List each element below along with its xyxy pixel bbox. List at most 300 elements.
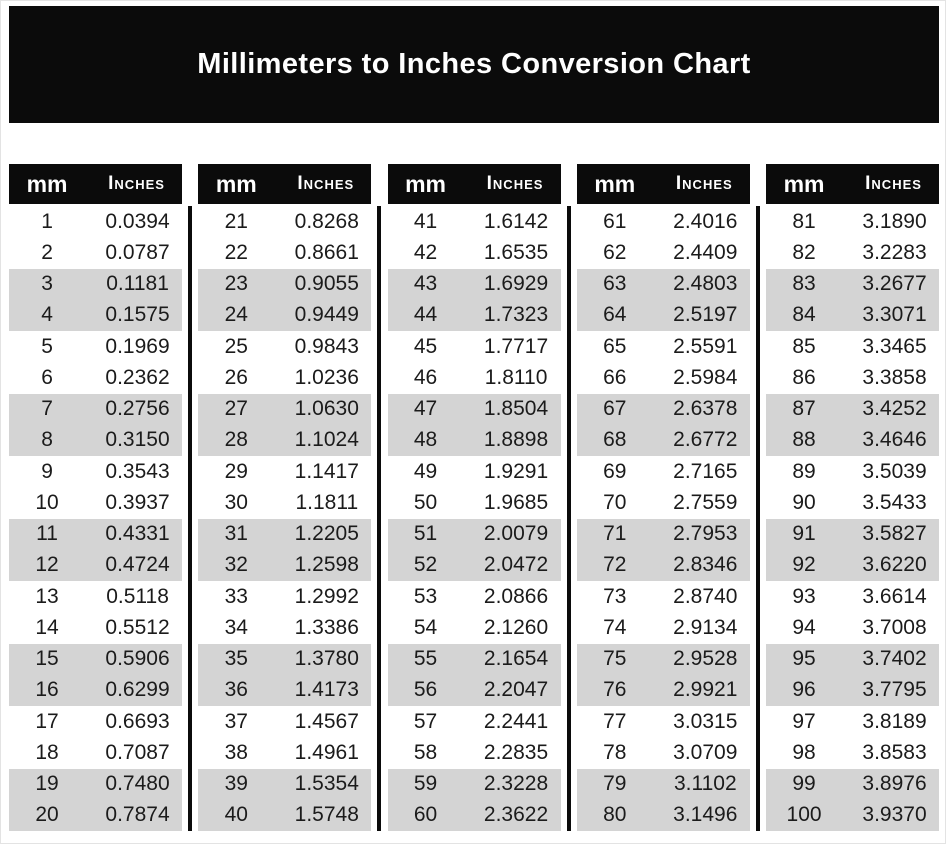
table-row bbox=[388, 550, 561, 581]
table-row bbox=[198, 581, 371, 612]
inches-value: 2.0866 bbox=[483, 584, 549, 608]
table-row bbox=[388, 737, 561, 768]
table-row bbox=[9, 519, 182, 550]
mm-value: 65 bbox=[603, 334, 627, 358]
mm-value: 8 bbox=[41, 428, 53, 452]
inches-value: 3.5433 bbox=[862, 490, 927, 514]
inches-value: 0.0394 bbox=[105, 209, 170, 233]
mm-value: 53 bbox=[413, 584, 438, 608]
inches-value: 3.4646 bbox=[862, 428, 927, 452]
mm-value: 47 bbox=[413, 397, 438, 421]
table-row bbox=[9, 394, 182, 425]
table-row bbox=[9, 737, 182, 768]
table-row bbox=[388, 769, 561, 800]
table-row bbox=[766, 269, 939, 300]
inches-value: 2.1654 bbox=[483, 647, 549, 671]
inches-value: 2.2441 bbox=[483, 709, 549, 733]
mm-value: 26 bbox=[224, 365, 248, 389]
mm-value: 41 bbox=[413, 209, 438, 233]
table-row bbox=[9, 362, 182, 393]
inches-value: 0.6299 bbox=[105, 678, 170, 702]
mm-value: 19 bbox=[35, 772, 59, 796]
table-row bbox=[766, 300, 939, 331]
inches-value: 2.1260 bbox=[483, 615, 549, 639]
mm-value: 30 bbox=[224, 490, 248, 514]
inches-value: 2.2835 bbox=[483, 740, 549, 764]
column-header-inches: Inches bbox=[486, 173, 544, 194]
inches-value: 0.1969 bbox=[105, 334, 170, 358]
inches-value: 2.7953 bbox=[673, 522, 738, 546]
inches-value: 2.5984 bbox=[673, 365, 738, 389]
mm-value: 33 bbox=[224, 584, 248, 608]
mm-value: 15 bbox=[35, 647, 59, 671]
mm-value: 4 bbox=[41, 303, 53, 327]
inches-value: 1.7717 bbox=[483, 334, 549, 358]
mm-value: 93 bbox=[792, 584, 816, 608]
table-row bbox=[577, 644, 750, 675]
mm-value: 6 bbox=[41, 365, 53, 389]
table-row bbox=[577, 800, 750, 831]
inches-value: 3.6614 bbox=[862, 584, 927, 608]
table-row bbox=[198, 456, 371, 487]
mm-value: 69 bbox=[603, 459, 627, 483]
inches-value: 0.3150 bbox=[105, 428, 170, 452]
mm-value: 73 bbox=[603, 584, 627, 608]
mm-value: 35 bbox=[224, 647, 248, 671]
inches-value: 3.0709 bbox=[673, 740, 738, 764]
table-row bbox=[766, 487, 939, 518]
table-header bbox=[388, 164, 561, 204]
mm-value: 82 bbox=[792, 240, 816, 264]
mm-value: 51 bbox=[413, 522, 438, 546]
table-row bbox=[198, 706, 371, 737]
table-row bbox=[198, 519, 371, 550]
inches-value: 2.5591 bbox=[673, 334, 738, 358]
table-row bbox=[766, 675, 939, 706]
inches-value: 3.7008 bbox=[862, 615, 927, 639]
mm-value: 2 bbox=[41, 240, 53, 264]
inches-value: 2.4409 bbox=[673, 240, 738, 264]
mm-value: 29 bbox=[224, 459, 248, 483]
table-row bbox=[198, 237, 371, 268]
mm-value: 84 bbox=[792, 303, 816, 327]
inches-value: 3.1496 bbox=[673, 803, 738, 827]
table-row bbox=[388, 581, 561, 612]
table-row bbox=[766, 612, 939, 643]
table-row bbox=[766, 550, 939, 581]
mm-value: 45 bbox=[413, 334, 438, 358]
table-row bbox=[577, 581, 750, 612]
table-row bbox=[9, 487, 182, 518]
conversion-table bbox=[9, 164, 182, 831]
inches-value: 0.5906 bbox=[105, 647, 170, 671]
table-body bbox=[9, 206, 182, 831]
table-row bbox=[388, 644, 561, 675]
table-row bbox=[388, 612, 561, 643]
table-row bbox=[9, 675, 182, 706]
table-body bbox=[388, 206, 561, 831]
inches-value: 0.7087 bbox=[105, 740, 170, 764]
table-row bbox=[9, 331, 182, 362]
mm-value: 63 bbox=[603, 272, 627, 296]
table-divider-line bbox=[188, 206, 192, 831]
inches-value: 0.8661 bbox=[294, 240, 359, 264]
table-row bbox=[9, 581, 182, 612]
inches-value: 3.3858 bbox=[862, 365, 927, 389]
mm-value: 68 bbox=[603, 428, 627, 452]
mm-value: 60 bbox=[413, 803, 438, 827]
inches-value: 2.2047 bbox=[483, 678, 549, 702]
inches-value: 0.8268 bbox=[294, 209, 359, 233]
table-row bbox=[9, 206, 182, 237]
table-row bbox=[388, 237, 561, 268]
page-title: Millimeters to Inches Conversion Chart bbox=[197, 48, 751, 80]
mm-value: 66 bbox=[603, 365, 627, 389]
table-row bbox=[388, 206, 561, 237]
mm-value: 78 bbox=[603, 740, 627, 764]
mm-value: 9 bbox=[41, 459, 53, 483]
mm-value: 77 bbox=[603, 709, 627, 733]
mm-value: 56 bbox=[413, 678, 438, 702]
inches-value: 3.8189 bbox=[862, 709, 927, 733]
mm-value: 40 bbox=[224, 803, 248, 827]
mm-value: 37 bbox=[224, 709, 248, 733]
mm-value: 91 bbox=[792, 522, 816, 546]
mm-value: 1 bbox=[41, 209, 53, 233]
inches-value: 0.4724 bbox=[105, 553, 170, 577]
mm-value: 79 bbox=[603, 772, 627, 796]
inches-value: 3.9370 bbox=[862, 803, 927, 827]
inches-value: 3.3071 bbox=[862, 303, 927, 327]
mm-value: 62 bbox=[603, 240, 627, 264]
inches-value: 0.9449 bbox=[294, 303, 359, 327]
mm-value: 28 bbox=[224, 428, 248, 452]
table-row bbox=[577, 394, 750, 425]
table-row bbox=[198, 644, 371, 675]
table-row bbox=[198, 737, 371, 768]
table-row bbox=[766, 206, 939, 237]
mm-value: 7 bbox=[41, 397, 53, 421]
inches-value: 1.4567 bbox=[294, 709, 359, 733]
inches-value: 3.0315 bbox=[673, 709, 738, 733]
title-banner bbox=[9, 6, 939, 123]
inches-value: 2.4016 bbox=[673, 209, 738, 233]
table-row bbox=[766, 362, 939, 393]
table-row bbox=[388, 519, 561, 550]
inches-value: 1.0630 bbox=[294, 397, 359, 421]
inches-value: 2.9528 bbox=[673, 647, 738, 671]
mm-value: 57 bbox=[413, 709, 438, 733]
conversion-table bbox=[388, 164, 561, 831]
inches-value: 0.4331 bbox=[105, 522, 170, 546]
column-header-inches: Inches bbox=[865, 173, 922, 194]
inches-value: 3.3465 bbox=[862, 334, 927, 358]
table-row bbox=[388, 456, 561, 487]
table-row bbox=[388, 425, 561, 456]
inches-value: 1.4173 bbox=[294, 678, 359, 702]
table-row bbox=[577, 456, 750, 487]
table-row bbox=[577, 331, 750, 362]
mm-value: 48 bbox=[413, 428, 438, 452]
inches-value: 1.2992 bbox=[294, 584, 359, 608]
table-row bbox=[577, 425, 750, 456]
table-row bbox=[198, 769, 371, 800]
inches-value: 2.7165 bbox=[673, 459, 738, 483]
column-header-mm: mm bbox=[405, 170, 446, 197]
table-row bbox=[766, 769, 939, 800]
column-header-inches: Inches bbox=[297, 173, 355, 194]
table-row bbox=[198, 269, 371, 300]
mm-value: 86 bbox=[792, 365, 816, 389]
inches-value: 2.6378 bbox=[673, 397, 738, 421]
table-divider bbox=[750, 164, 766, 831]
inches-value: 0.7874 bbox=[105, 803, 170, 827]
inches-value: 0.2362 bbox=[105, 365, 170, 389]
inches-value: 3.2283 bbox=[862, 240, 927, 264]
mm-value: 10 bbox=[35, 490, 59, 514]
inches-value: 0.0787 bbox=[105, 240, 170, 264]
mm-value: 49 bbox=[413, 459, 438, 483]
mm-value: 24 bbox=[224, 303, 248, 327]
table-row bbox=[577, 612, 750, 643]
column-header-inches: Inches bbox=[108, 173, 165, 194]
table-row bbox=[9, 269, 182, 300]
table-row bbox=[577, 237, 750, 268]
table-divider-line bbox=[567, 206, 571, 831]
mm-value: 39 bbox=[224, 772, 248, 796]
inches-value: 1.9685 bbox=[483, 490, 549, 514]
table-row bbox=[198, 206, 371, 237]
mm-value: 59 bbox=[413, 772, 438, 796]
mm-value: 64 bbox=[603, 303, 627, 327]
inches-value: 2.6772 bbox=[673, 428, 738, 452]
inches-value: 2.7559 bbox=[673, 490, 738, 514]
mm-value: 50 bbox=[413, 490, 438, 514]
mm-value: 87 bbox=[792, 397, 816, 421]
inches-value: 1.8898 bbox=[483, 428, 549, 452]
table-row bbox=[9, 800, 182, 831]
inches-value: 1.1417 bbox=[294, 459, 359, 483]
mm-value: 76 bbox=[603, 678, 627, 702]
table-row bbox=[577, 300, 750, 331]
table-row bbox=[577, 675, 750, 706]
table-row bbox=[198, 331, 371, 362]
table-body bbox=[198, 206, 371, 831]
mm-value: 54 bbox=[413, 615, 438, 639]
table-row bbox=[577, 769, 750, 800]
inches-value: 3.8583 bbox=[862, 740, 927, 764]
mm-value: 34 bbox=[224, 615, 248, 639]
inches-value: 3.7795 bbox=[862, 678, 927, 702]
mm-value: 61 bbox=[603, 209, 627, 233]
table-row bbox=[766, 800, 939, 831]
inches-value: 1.2598 bbox=[294, 553, 359, 577]
inches-value: 1.3780 bbox=[294, 647, 359, 671]
mm-value: 13 bbox=[35, 584, 59, 608]
table-row bbox=[577, 269, 750, 300]
inches-value: 0.6693 bbox=[105, 709, 170, 733]
inches-value: 3.2677 bbox=[862, 272, 927, 296]
table-row bbox=[577, 206, 750, 237]
inches-value: 2.9921 bbox=[673, 678, 738, 702]
mm-value: 85 bbox=[792, 334, 816, 358]
table-body bbox=[577, 206, 750, 831]
mm-value: 58 bbox=[413, 740, 438, 764]
table-row bbox=[9, 769, 182, 800]
table-row bbox=[766, 737, 939, 768]
table-row bbox=[766, 331, 939, 362]
table-row bbox=[9, 550, 182, 581]
mm-value: 95 bbox=[792, 647, 816, 671]
column-header-mm: mm bbox=[594, 170, 636, 197]
table-row bbox=[766, 581, 939, 612]
inches-value: 0.3937 bbox=[105, 490, 170, 514]
mm-value: 18 bbox=[35, 740, 59, 764]
inches-value: 3.6220 bbox=[862, 553, 927, 577]
mm-value: 89 bbox=[792, 459, 816, 483]
inches-value: 1.3386 bbox=[294, 615, 359, 639]
inches-value: 1.5354 bbox=[294, 772, 359, 796]
mm-value: 16 bbox=[35, 678, 59, 702]
inches-value: 3.5827 bbox=[862, 522, 927, 546]
mm-value: 88 bbox=[792, 428, 816, 452]
conversion-table bbox=[766, 164, 939, 831]
table-row bbox=[198, 300, 371, 331]
inches-value: 2.8740 bbox=[673, 584, 738, 608]
table-row bbox=[388, 675, 561, 706]
table-row bbox=[198, 612, 371, 643]
table-header bbox=[198, 164, 371, 204]
table-row bbox=[198, 800, 371, 831]
table-divider bbox=[371, 164, 387, 831]
table-row bbox=[9, 706, 182, 737]
mm-value: 75 bbox=[603, 647, 627, 671]
inches-value: 1.4961 bbox=[294, 740, 359, 764]
inches-value: 3.5039 bbox=[862, 459, 927, 483]
table-row bbox=[766, 706, 939, 737]
table-row bbox=[766, 425, 939, 456]
inches-value: 1.5748 bbox=[294, 803, 359, 827]
table-row bbox=[577, 362, 750, 393]
mm-value: 90 bbox=[792, 490, 816, 514]
table-row bbox=[577, 737, 750, 768]
inches-value: 2.0079 bbox=[483, 522, 549, 546]
table-row bbox=[766, 237, 939, 268]
inches-value: 3.7402 bbox=[862, 647, 927, 671]
inches-value: 3.1890 bbox=[862, 209, 927, 233]
table-header bbox=[9, 164, 182, 204]
mm-value: 43 bbox=[413, 272, 438, 296]
table-row bbox=[198, 362, 371, 393]
mm-value: 25 bbox=[224, 334, 248, 358]
table-row bbox=[198, 394, 371, 425]
table-row bbox=[9, 425, 182, 456]
inches-value: 1.1811 bbox=[295, 490, 359, 514]
mm-value: 23 bbox=[224, 272, 248, 296]
inches-value: 3.1102 bbox=[673, 772, 737, 796]
table-row bbox=[388, 394, 561, 425]
mm-value: 36 bbox=[224, 678, 248, 702]
inches-value: 2.3228 bbox=[483, 772, 549, 796]
table-row bbox=[388, 487, 561, 518]
inches-value: 0.7480 bbox=[105, 772, 170, 796]
column-header-inches: Inches bbox=[675, 173, 733, 194]
inches-value: 1.1024 bbox=[294, 428, 359, 452]
inches-value: 1.8504 bbox=[483, 397, 549, 421]
mm-value: 20 bbox=[35, 803, 59, 827]
table-row bbox=[9, 237, 182, 268]
table-row bbox=[388, 706, 561, 737]
table-header bbox=[577, 164, 750, 204]
column-header-mm: mm bbox=[26, 170, 68, 197]
table-row bbox=[766, 394, 939, 425]
table-row bbox=[9, 456, 182, 487]
table-divider bbox=[561, 164, 577, 831]
inches-value: 0.3543 bbox=[105, 459, 170, 483]
tables-row bbox=[9, 164, 939, 831]
mm-value: 96 bbox=[792, 678, 816, 702]
table-row bbox=[577, 519, 750, 550]
table-row bbox=[766, 519, 939, 550]
inches-value: 0.1575 bbox=[105, 303, 170, 327]
table-row bbox=[198, 425, 371, 456]
table-row bbox=[577, 550, 750, 581]
mm-value: 17 bbox=[35, 709, 59, 733]
mm-value: 32 bbox=[224, 553, 248, 577]
mm-value: 55 bbox=[413, 647, 438, 671]
table-divider-line bbox=[756, 206, 760, 831]
inches-value: 1.6929 bbox=[483, 272, 549, 296]
table-row bbox=[198, 675, 371, 706]
mm-value: 72 bbox=[603, 553, 627, 577]
inches-value: 2.3622 bbox=[483, 803, 549, 827]
mm-value: 99 bbox=[792, 772, 816, 796]
mm-value: 11 bbox=[36, 522, 58, 546]
table-row bbox=[198, 487, 371, 518]
mm-value: 94 bbox=[792, 615, 816, 639]
mm-value: 46 bbox=[413, 365, 438, 389]
mm-value: 97 bbox=[792, 709, 816, 733]
mm-value: 3 bbox=[41, 272, 53, 296]
inches-value: 2.9134 bbox=[673, 615, 738, 639]
table-row bbox=[388, 800, 561, 831]
mm-value: 67 bbox=[603, 397, 627, 421]
column-header-mm: mm bbox=[783, 170, 825, 197]
table-row bbox=[9, 644, 182, 675]
table-divider bbox=[182, 164, 198, 831]
table-row bbox=[388, 331, 561, 362]
table-row bbox=[577, 487, 750, 518]
inches-value: 1.2205 bbox=[294, 522, 359, 546]
inches-value: 3.4252 bbox=[862, 397, 927, 421]
inches-value: 2.8346 bbox=[673, 553, 738, 577]
inches-value: 2.4803 bbox=[673, 272, 738, 296]
inches-value: 0.2756 bbox=[105, 397, 170, 421]
mm-value: 22 bbox=[224, 240, 248, 264]
conversion-table bbox=[198, 164, 371, 831]
mm-value: 92 bbox=[792, 553, 816, 577]
mm-value: 5 bbox=[41, 334, 53, 358]
inches-value: 0.9055 bbox=[294, 272, 359, 296]
mm-value: 71 bbox=[603, 522, 627, 546]
table-row bbox=[9, 612, 182, 643]
mm-value: 74 bbox=[603, 615, 627, 639]
mm-value: 12 bbox=[35, 553, 59, 577]
table-row bbox=[577, 706, 750, 737]
mm-value: 38 bbox=[224, 740, 248, 764]
inches-value: 1.8110 bbox=[484, 365, 548, 389]
inches-value: 0.5512 bbox=[105, 615, 170, 639]
